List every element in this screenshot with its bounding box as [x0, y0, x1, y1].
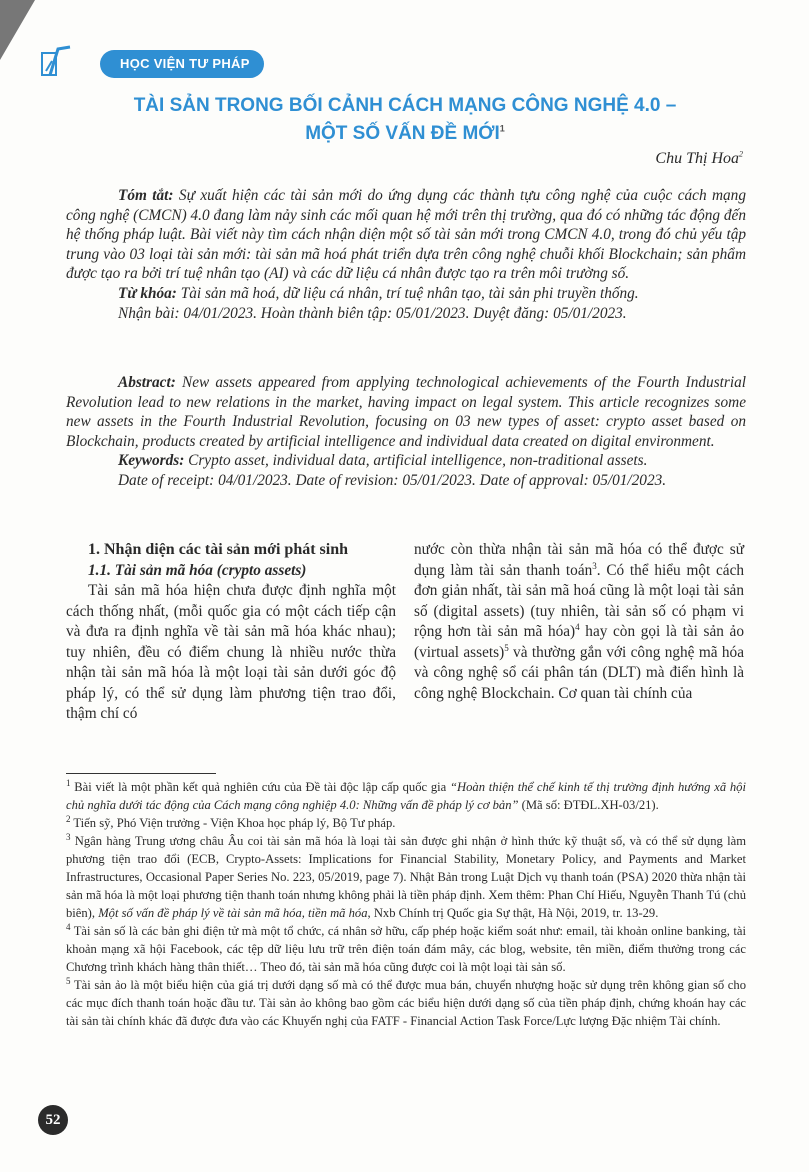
en-abstract-label: Abstract: — [118, 374, 176, 391]
en-keywords-text: Crypto asset, individual data, artificial intelligence, non-traditional assets. — [184, 452, 648, 470]
vi-dates: Nhận bài: 04/01/2023. Hoàn thành biên tập: 05/01/2023. Duyệt đăng: 05/01/2023. — [118, 304, 627, 322]
title-line-2-text: MỘT SỐ VẤN ĐỀ MỚI — [305, 123, 500, 144]
footnote-ref[interactable]: 5 — [504, 642, 509, 653]
en-keywords-label: Keywords: — [118, 452, 185, 470]
footnote-mark: 5 — [66, 975, 71, 986]
vi-abstract-body: Sự xuất hiện các tài sản mới do ứng dụng các thành tựu công nghệ của cuộc cách mạng công nghệ (CMCN) 4.0 đang làm nảy sinh các mối quan hệ mới trên thị trường, qua đó có những tác động đến hệ thống pháp luật. Bài viết này tìm cách nhận diện một số tài sản mới trong CMCN 4.0, trong đó chủ yếu tập trung vào 03 loại tài sản mới: tài sản mã hoá phát triển dựa trên công nghệ chuỗi khối Blockchain; sản phẩm được tạo ra bởi trí tuệ nhân tạo (AI) và các dữ liệu cá nhân được tạo ra trên môi trường số. — [66, 187, 746, 283]
footnote-mark: 1 — [66, 777, 71, 788]
page-corner-shadow — [0, 0, 35, 60]
article-title — [60, 92, 750, 148]
footnote-mark: 3 — [66, 831, 71, 842]
section-heading: 1. Nhận diện các tài sản mới phát sinh — [88, 541, 349, 558]
footnote-5 — [66, 976, 746, 1030]
title-line-2 — [60, 120, 750, 148]
footnote-ref[interactable]: 3 — [592, 560, 597, 571]
footnotes — [66, 778, 746, 1030]
vi-keywords-text: Tài sản mã hoá, dữ liệu cá nhân, trí tuệ nhân tạo, tài sản phi truyền thống. — [176, 284, 639, 302]
body-left-column — [66, 540, 396, 725]
footnote-mark: 2 — [66, 813, 71, 824]
author-name: Chu Thị Hoa — [655, 150, 739, 167]
body-text: và thường gắn với công nghệ mã hóa và công nghệ sổ cái phân tán (DLT) mà điển hình là công nghệ Blockchain. Cơ quan tài chính của — [414, 643, 744, 702]
footnote-1 — [66, 778, 746, 814]
subsection-heading: 1.1. Tài sản mã hóa (crypto assets) — [88, 561, 307, 579]
en-keywords — [66, 451, 746, 471]
footnote-text: Tài sản số là các bản ghi điện tử mà một tổ chức, cá nhân sở hữu, cấp phép hoặc kiểm soát như: email, tài khoản online banking, tài khoản mạng xã hội Facebook, các tệp dữ liệu lưu trữ trên điện toán đám mây, các blog, website, tên miền, điểm thưởng trong các Chương trình khách hàng thân thiết… Theo đó, tài sản mã hóa cũng được coi là một loại tài sản số. — [66, 924, 746, 974]
footnote-4 — [66, 922, 746, 976]
en-abstract-text — [66, 373, 746, 451]
footnote-ref[interactable]: 4 — [575, 621, 580, 632]
body-paragraph-right — [414, 540, 744, 704]
english-abstract — [66, 373, 746, 491]
vi-abstract-label: Tóm tắt: — [118, 187, 174, 204]
journal-name-badge: HỌC VIỆN TƯ PHÁP — [100, 50, 264, 78]
vi-keywords-label: Từ khóa: — [118, 284, 177, 302]
footnote-text: Bài viết là một phần kết quả nghiên cứu của Đề tài độc lập cấp quốc gia — [70, 780, 451, 794]
body-right-column — [414, 540, 744, 704]
author-footnote-mark[interactable]: 2 — [739, 149, 743, 159]
vi-keywords — [66, 284, 746, 304]
footnote-italic: Một số vấn đề pháp lý về tài sản mã hóa, tiền mã hóa — [98, 906, 368, 920]
vi-abstract-text — [66, 186, 746, 284]
footnote-mark: 4 — [66, 921, 71, 932]
footnote-text: Ngân hàng Trung ương châu Âu coi tài sản mã hóa là loại tài sản được ghi nhận ở hình thức kỹ thuật số, và có thể sử dụng làm phương tiện trao đổi (ECB, Crypto-Assets: Implications for Financial Stability, Monetary Policy, and Payments and Market Infrastructures, Occasional Paper Series No. 223, 05/2019, page 7). Nhật Bản trong Luật Dịch vụ thanh toán (PSA) 2020 thừa nhận tài sản mã hóa là một loại phương tiện thanh toán nhưng không phải là tiền pháp định. Xem thêm: Phan Chí Hiếu, Nguyễn Thanh Tú (chủ biên), — [66, 834, 746, 920]
page-number: 52 — [38, 1105, 68, 1135]
footnote-text: Tiến sỹ, Phó Viện trưởng - Viện Khoa học pháp lý, Bộ Tư pháp. — [70, 816, 396, 830]
author — [655, 150, 743, 168]
body-paragraph-left: Tài sản mã hóa hiện chưa được định nghĩa một cách thống nhất, (mỗi quốc gia có một cách tiếp cận và đưa ra định nghĩa về tài sản mã hóa khác nhau); tuy nhiên, đều có điểm chung là nhiều nước thừa nhận tài sản mã hóa là một loại tài sản dưới góc độ pháp lý, có thể sử dụng làm phương tiện trao đổi, thậm chí có — [66, 582, 396, 722]
en-dates: Date of receipt: 04/01/2023. Date of revision: 05/01/2023. Date of approval: 05/01/2023. — [118, 471, 667, 489]
vietnamese-abstract — [66, 186, 746, 323]
footnote-italic: “Hoàn thiện thể chế kinh tế thị trường định hướng xã hội chủ nghĩa dưới tác động của Cách mạng công nghiệp 4.0: Những vấn đề pháp lý cơ bản” — [66, 780, 746, 812]
body-text: . Có thể hiểu một cách đơn giản nhất, tài sản mã hoá cũng là một loại tài sản số (digital assets) (tuy nhiên, tài sản số có phạm vi rộng hơn tài sản mã hóa) — [414, 561, 745, 640]
title-line-1: TÀI SẢN TRONG BỐI CẢNH CÁCH MẠNG CÔNG NGHỆ 4.0 – — [133, 95, 677, 116]
body-text: hay còn gọi là tài sản ảo (virtual assets) — [414, 623, 744, 661]
footnote-text: , Nxb Chính trị Quốc gia Sự thật, Hà Nội, 2019, tr. 13-29. — [367, 906, 659, 920]
footnote-3 — [66, 832, 746, 922]
footnote-divider — [66, 773, 216, 774]
title-footnote-mark[interactable]: 1 — [499, 123, 505, 134]
body-text: nước còn thừa nhận tài sản mã hóa có thể được sử dụng làm tài sản thanh toán — [414, 541, 744, 579]
footnote-2 — [66, 814, 746, 832]
footnote-text: (Mã số: ĐTĐL.XH-03/21). — [518, 798, 659, 812]
journal-logo-icon — [40, 45, 72, 77]
en-abstract-body: New assets appeared from applying technological achievements of the Fourth Industrial Revolution lead to new relations in the market, having impact on legal system. This article recognizes some new assets in the Fourth Industrial Revolution, focusing on 03 new types of asset: crypto asset based on Blockchain, products created by artificial intelligence and individual data created on digital environment. — [66, 374, 746, 450]
footnote-text: Tài sản ảo là một biểu hiện của giá trị dưới dạng số mà có thể được mua bán, chuyển nhượng hoặc sử dụng trên không gian số cho các mục đích thanh toán hoặc đầu tư. Tài sản ảo không bao gồm các biểu hiện dưới dạng số của tiền pháp định, chứng khoán hay các tài sản tài chính khác đã được đưa vào các Khuyến nghị của FATF - Financial Action Task Force/Lực lượng Đặc nhiệm Tài chính. — [66, 978, 746, 1028]
